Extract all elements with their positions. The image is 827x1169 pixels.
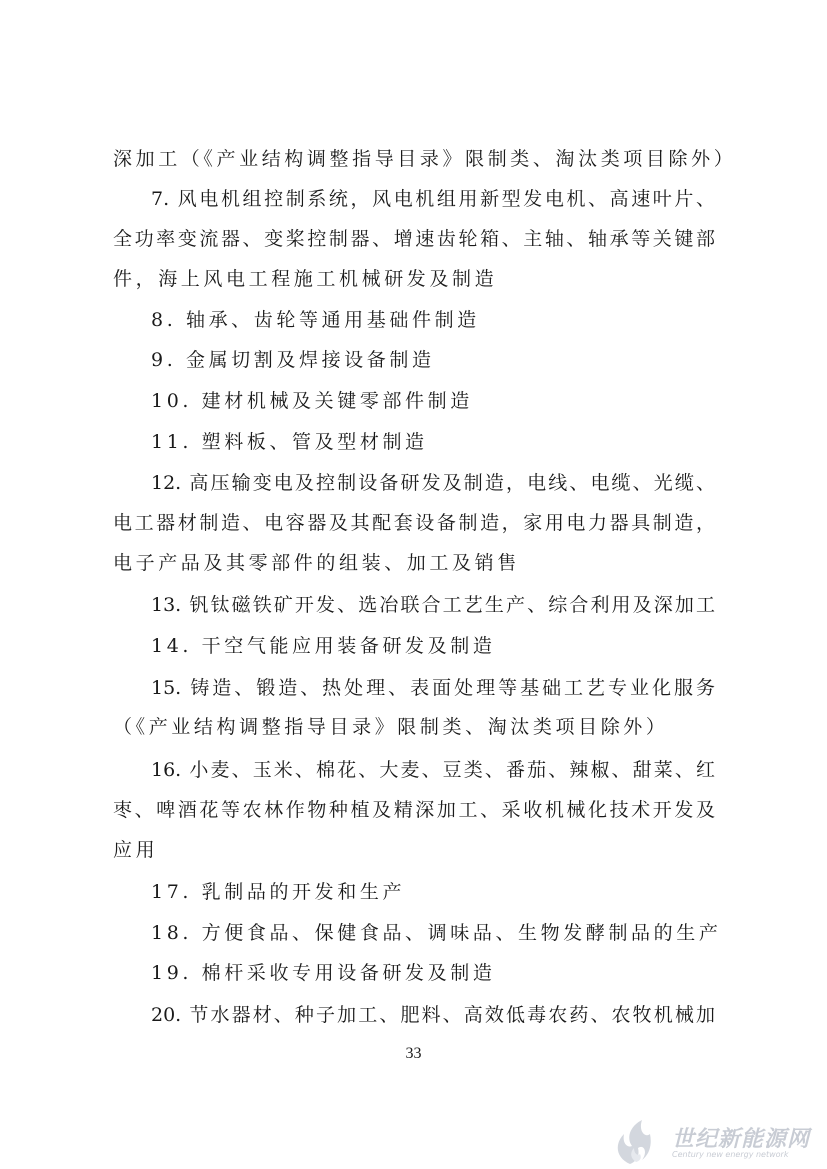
list-item-18: 18. 方便食品、保健食品、调味品、生物发酵制品的生产 xyxy=(151,922,722,944)
text-line: 枣、啤酒花等农林作物种植及精深加工、采收机械化技术开发及 xyxy=(113,799,715,821)
watermark-subtitle: Century new energy network xyxy=(672,1150,789,1159)
list-item-19: 19. 棉杆采收专用设备研发及制造 xyxy=(151,962,496,984)
list-item-9: 9. 金属切割及焊接设备制造 xyxy=(151,349,435,371)
text-line: 深加工（《产业结构调整指导目录》限制类、淘汰类项目除外） xyxy=(113,148,737,170)
text-line: 电子产品及其零部件的组装、加工及销售 xyxy=(113,552,520,574)
list-item-14: 14. 干空气能应用装备研发及制造 xyxy=(151,635,496,657)
watermark xyxy=(610,1118,820,1166)
list-item-20: 20. 节水器材、种子加工、肥料、高效低毒农药、农牧机械加 xyxy=(151,1004,715,1026)
page-number: 33 xyxy=(405,1045,422,1062)
text-line: 电工器材制造、电容器及其配套设备制造，家用电力器具制造， xyxy=(113,512,715,534)
flame-logo-icon xyxy=(610,1118,668,1166)
list-item-10: 10. 建材机械及关键零部件制造 xyxy=(151,390,473,412)
text-line: 全功率变流器、变桨控制器、增速齿轮箱、主轴、轴承等关键部 xyxy=(113,228,715,250)
list-item-11: 11. 塑料板、管及型材制造 xyxy=(151,431,428,453)
list-item-8: 8. 轴承、齿轮等通用基础件制造 xyxy=(151,309,480,331)
list-item-15: 15. 铸造、锻造、热处理、表面处理等基础工艺专业化服务 xyxy=(151,677,715,699)
list-item-17: 17. 乳制品的开发和生产 xyxy=(151,881,406,903)
watermark-title: 世纪新能源网 xyxy=(672,1127,811,1152)
list-item-12: 12. 高压输变电及控制设备研发及制造，电线、电缆、光缆、 xyxy=(151,472,715,494)
list-item-13: 13. 钒钛磁铁矿开发、选冶联合工艺生产、综合利用及深加工 xyxy=(151,594,715,616)
text-line: 件，海上风电工程施工机械研发及制造 xyxy=(113,268,498,290)
text-line: （《产业结构调整指导目录》限制类、淘汰类项目除外） xyxy=(113,716,669,738)
list-item-7: 7. 风电机组控制系统，风电机组用新型发电机、高速叶片、 xyxy=(151,188,715,210)
list-item-16: 16. 小麦、玉米、棉花、大麦、豆类、番茄、辣椒、甜菜、红 xyxy=(151,759,715,781)
text-line: 应用 xyxy=(113,839,159,861)
